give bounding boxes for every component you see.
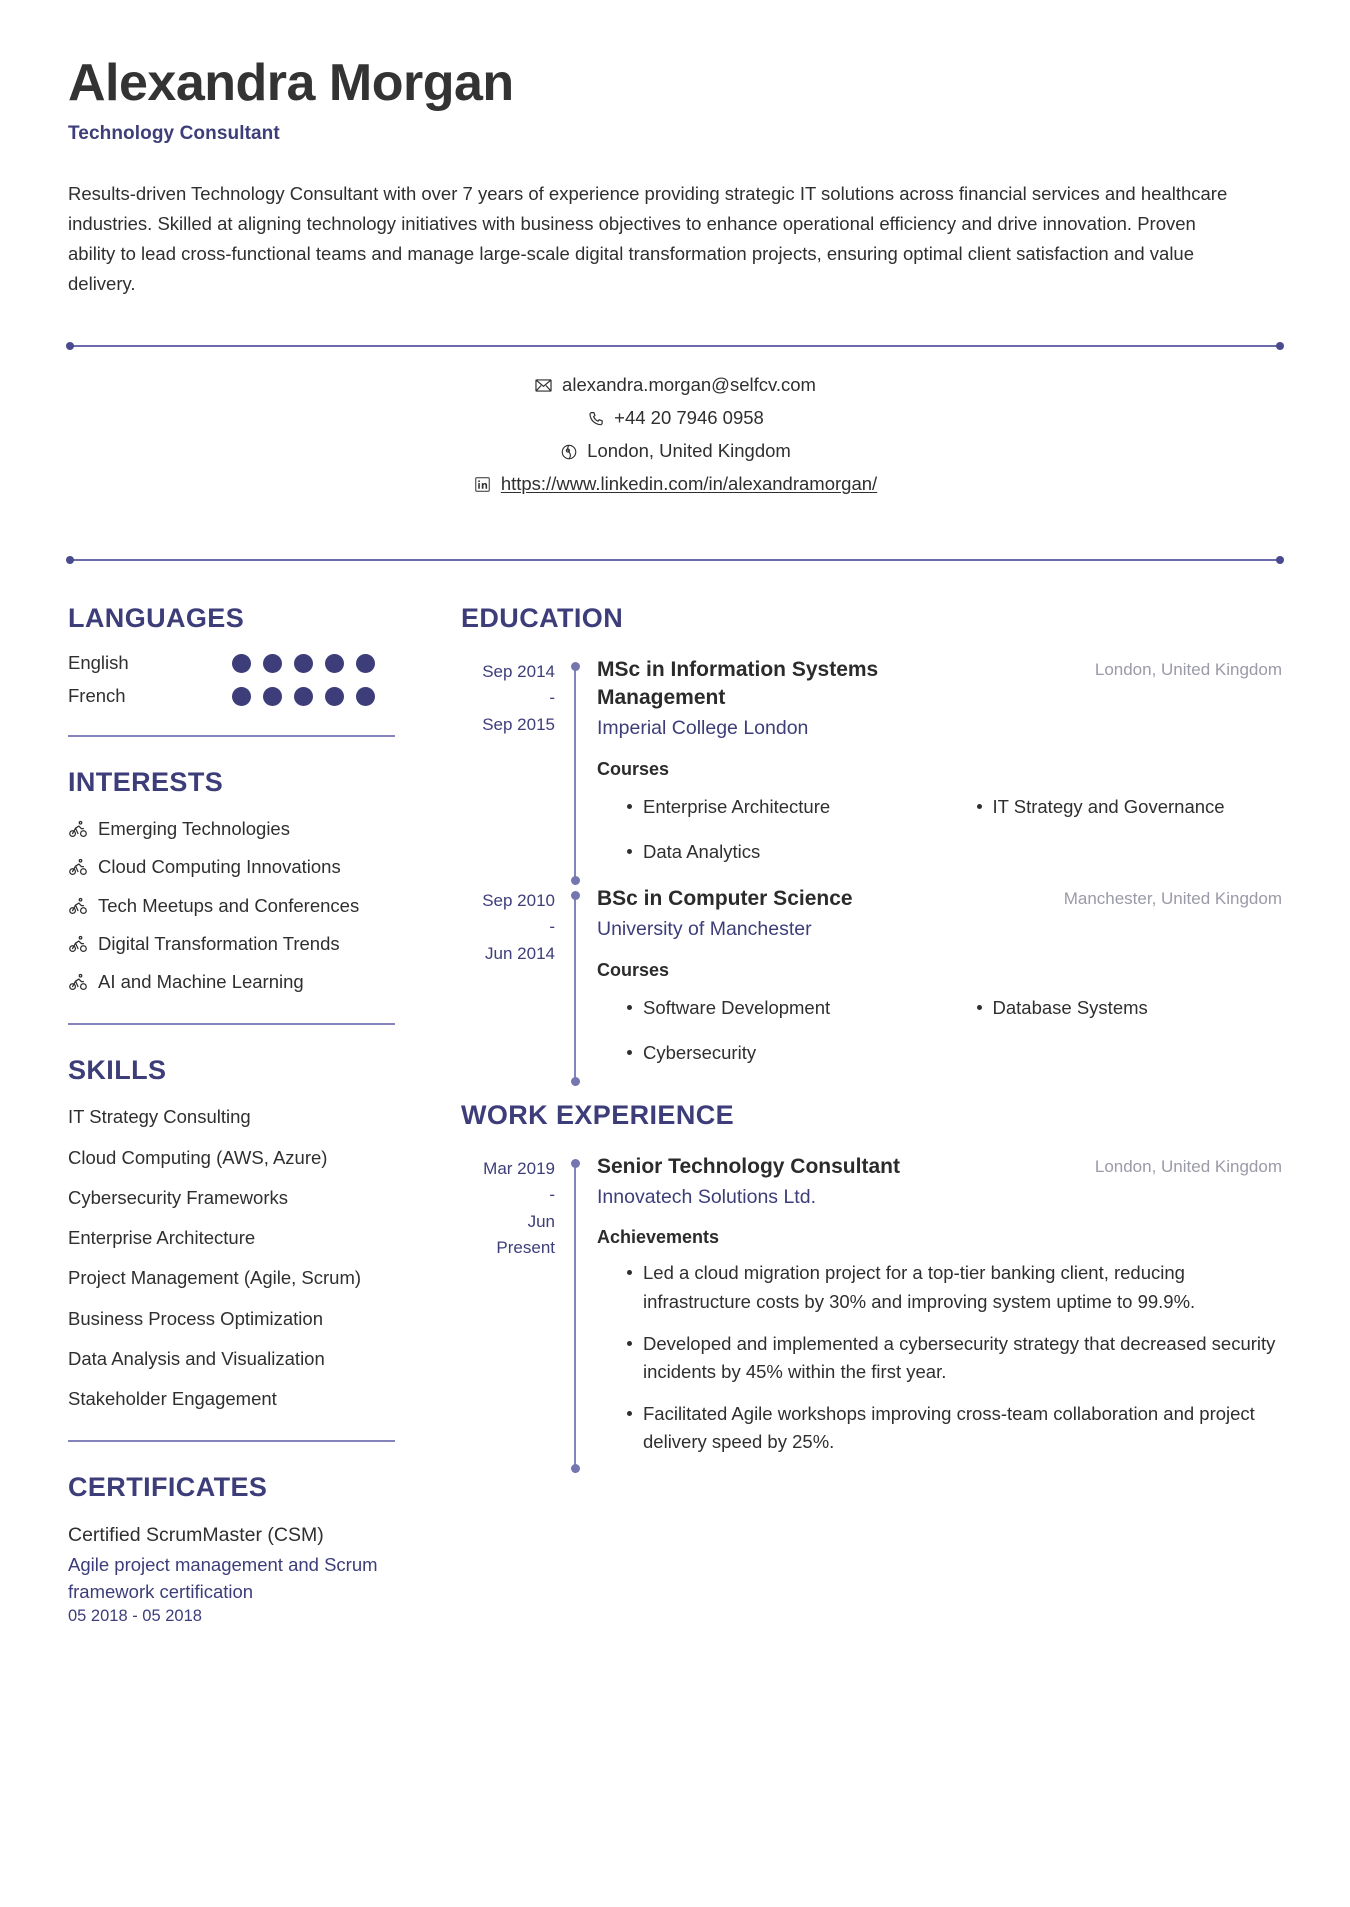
interest-label: Digital Transformation Trends (98, 932, 340, 954)
header-divider-bottom (68, 559, 1282, 561)
course-item (947, 784, 1283, 830)
candidate-name: Alexandra Morgan (68, 54, 514, 112)
education-entry-head (597, 885, 1282, 943)
education-entry-body (583, 656, 1282, 885)
company-name: Innovatech Solutions Ltd. (597, 1186, 816, 1209)
level-dot (294, 687, 313, 706)
bullet-dot-icon (627, 849, 632, 854)
date-dash: - (549, 917, 555, 937)
linkedin-icon (473, 475, 492, 494)
course-label: Enterprise Architecture (643, 795, 831, 817)
education-entry (461, 656, 1282, 885)
certificates-section-title: CERTIFICATES (68, 1472, 268, 1503)
courses-label: Courses (597, 758, 670, 779)
courses-list (597, 985, 1282, 1077)
level-dot (325, 687, 344, 706)
contact-linkedin-row[interactable] (68, 468, 1282, 501)
bullet-dot-icon (627, 1270, 632, 1275)
education-entry-dates (461, 885, 569, 1086)
interest-item (68, 893, 395, 919)
resume-header (68, 55, 1282, 299)
contact-linkedin-link[interactable]: https://www.linkedin.com/in/alexandramorgan/ (500, 473, 878, 495)
main-column (413, 603, 1282, 1473)
header-divider-top (68, 345, 1282, 347)
date-dash: - (549, 1185, 555, 1205)
skills-section-title: SKILLS (68, 1055, 167, 1086)
certificate-description: Agile project management and Scrum framework certification (68, 1553, 378, 1602)
language-item (68, 685, 395, 707)
language-name: English (68, 652, 129, 674)
skill-item: Business Process Optimization (68, 1307, 323, 1329)
interest-label: Emerging Technologies (98, 818, 290, 840)
interest-label: Tech Meetups and Conferences (98, 894, 360, 916)
language-item (68, 652, 395, 674)
certificate-date: 05 2018 - 05 2018 (68, 1607, 202, 1626)
bicycle-icon (68, 819, 88, 839)
sidebar-divider (68, 1440, 395, 1442)
resume-body (68, 603, 1282, 1626)
sidebar-divider (68, 735, 395, 737)
skill-item: IT Strategy Consulting (68, 1106, 251, 1128)
contact-block (68, 347, 1282, 513)
contact-location-row[interactable] (68, 435, 1282, 468)
contact-phone-row[interactable] (68, 402, 1282, 435)
course-label: Data Analytics (643, 841, 761, 863)
certificate-item (68, 1521, 395, 1626)
timeline-marker (569, 885, 583, 1086)
work-entry-body (583, 1153, 1282, 1473)
interests-section (68, 767, 395, 995)
sidebar-column (68, 603, 413, 1626)
degree-title: MSc in Information Systems Management (597, 658, 879, 710)
certificate-name: Certified ScrumMaster (CSM) (68, 1524, 324, 1547)
candidate-job-title: Technology Consultant (68, 123, 280, 145)
course-label: IT Strategy and Governance (992, 795, 1225, 817)
bullet-dot-icon (627, 1005, 632, 1010)
date-end: Sep 2015 (482, 714, 555, 734)
interest-label: AI and Machine Learning (98, 971, 304, 993)
work-location: London, United Kingdom (1094, 1157, 1282, 1176)
school-name: Imperial College London (597, 717, 809, 740)
level-dot (294, 654, 313, 673)
bullet-dot-icon (977, 1005, 982, 1010)
course-item (597, 829, 933, 875)
education-location: Manchester, United Kingdom (1063, 889, 1282, 909)
contact-phone-text: +44 20 7946 0958 (614, 407, 764, 429)
date-start: Sep 2010 (482, 891, 555, 911)
achievement-text: Facilitated Agile workshops improving cross-team collaboration and project delivery speed by 25%. (643, 1402, 1255, 1452)
course-item (947, 985, 1283, 1031)
level-dot (356, 687, 375, 706)
course-label: Software Development (643, 996, 831, 1018)
timeline-marker (569, 1153, 583, 1473)
education-section (461, 603, 1282, 1086)
languages-section-title: LANGUAGES (68, 603, 245, 634)
course-item (597, 1030, 933, 1076)
work-section-title: WORK EXPERIENCE (461, 1100, 735, 1130)
interest-item (68, 969, 395, 995)
bicycle-icon (68, 934, 88, 954)
level-dot (263, 654, 282, 673)
achievement-item (597, 1393, 1282, 1463)
school-name: University of Manchester (597, 918, 812, 941)
bullet-dot-icon (977, 804, 982, 809)
education-section-title: EDUCATION (461, 603, 624, 634)
achievement-text: Led a cloud migration project for a top-tier banking client, reducing infrastructure costs by 30% and improving system uptime to 99.9%. (643, 1262, 1196, 1312)
education-location: London, United Kingdom (1094, 660, 1282, 680)
skill-item: Stakeholder Engagement (68, 1388, 277, 1410)
bicycle-icon (68, 972, 88, 992)
level-dot (232, 654, 251, 673)
achievements-label: Achievements (597, 1227, 720, 1248)
skill-item: Enterprise Architecture (68, 1227, 256, 1249)
certificates-section (68, 1472, 395, 1626)
work-entry (461, 1153, 1282, 1473)
courses-label: Courses (597, 959, 670, 980)
envelope-icon (534, 376, 553, 395)
date-dash: - (549, 688, 555, 708)
interest-item (68, 931, 395, 957)
course-label: Database Systems (992, 996, 1148, 1018)
education-entry (461, 885, 1282, 1086)
job-role-title: Senior Technology Consultant (597, 1155, 900, 1178)
sidebar-divider (68, 1023, 395, 1025)
skills-section (68, 1055, 395, 1412)
education-entry-dates (461, 656, 569, 885)
bullet-dot-icon (627, 1411, 632, 1416)
date-end-month: Jun (527, 1211, 555, 1231)
interest-item (68, 854, 395, 880)
bicycle-icon (68, 857, 88, 877)
date-start: Mar 2019 (483, 1159, 555, 1178)
contact-email-text: alexandra.morgan@selfcv.com (562, 374, 816, 396)
level-dot (263, 687, 282, 706)
bullet-dot-icon (627, 1341, 632, 1346)
phone-icon (586, 409, 605, 428)
contact-location-text: London, United Kingdom (587, 440, 791, 462)
level-dot (356, 654, 375, 673)
education-entry-head (597, 656, 1282, 743)
courses-list (597, 784, 1282, 876)
work-entry-dates (461, 1153, 569, 1473)
achievement-item (597, 1252, 1282, 1322)
work-experience-section (461, 1100, 1282, 1473)
interest-item (68, 816, 395, 842)
interest-label: Cloud Computing Innovations (98, 856, 341, 878)
date-end: Jun 2014 (485, 943, 555, 963)
course-item (597, 784, 933, 830)
professional-summary: Results-driven Technology Consultant with over 7 years of experience providing strategic IT solutions across financial services and healthcare industries. Skilled at aligning technology initiatives with business objectives to enhance operational efficiency and drive innovation. Proven ability to lead cross-functional teams and manage large-scale digital transformation projects, ensuring optimal client satisfaction and value delivery. (68, 183, 1228, 295)
date-end-label: Present (496, 1238, 555, 1258)
course-label: Cybersecurity (643, 1042, 757, 1064)
education-entry-body (583, 885, 1282, 1086)
contact-email-row[interactable] (68, 369, 1282, 402)
skill-item: Data Analysis and Visualization (68, 1347, 325, 1369)
degree-title: BSc in Computer Science (597, 887, 853, 911)
level-dot (232, 687, 251, 706)
skill-item: Project Management (Agile, Scrum) (68, 1267, 362, 1289)
bullet-dot-icon (627, 1050, 632, 1055)
work-entry-head (597, 1153, 1282, 1211)
achievement-item (597, 1323, 1282, 1393)
date-start: Sep 2014 (482, 662, 555, 682)
skill-item: Cybersecurity Frameworks (68, 1186, 288, 1208)
skill-item: Cloud Computing (AWS, Azure) (68, 1146, 328, 1168)
timeline-marker (569, 656, 583, 885)
interests-section-title: INTERESTS (68, 767, 224, 798)
level-dot (325, 654, 344, 673)
language-level-dots (232, 654, 395, 673)
achievement-text: Developed and implemented a cybersecurity strategy that decreased security incidents by 45% within the first year. (643, 1332, 1276, 1382)
course-item (597, 985, 933, 1031)
languages-section (68, 603, 395, 707)
bicycle-icon (68, 896, 88, 916)
language-level-dots (232, 687, 395, 706)
language-name: French (68, 685, 126, 707)
bullet-dot-icon (627, 804, 632, 809)
achievements-list (597, 1252, 1282, 1463)
location-pin-icon (559, 442, 578, 461)
